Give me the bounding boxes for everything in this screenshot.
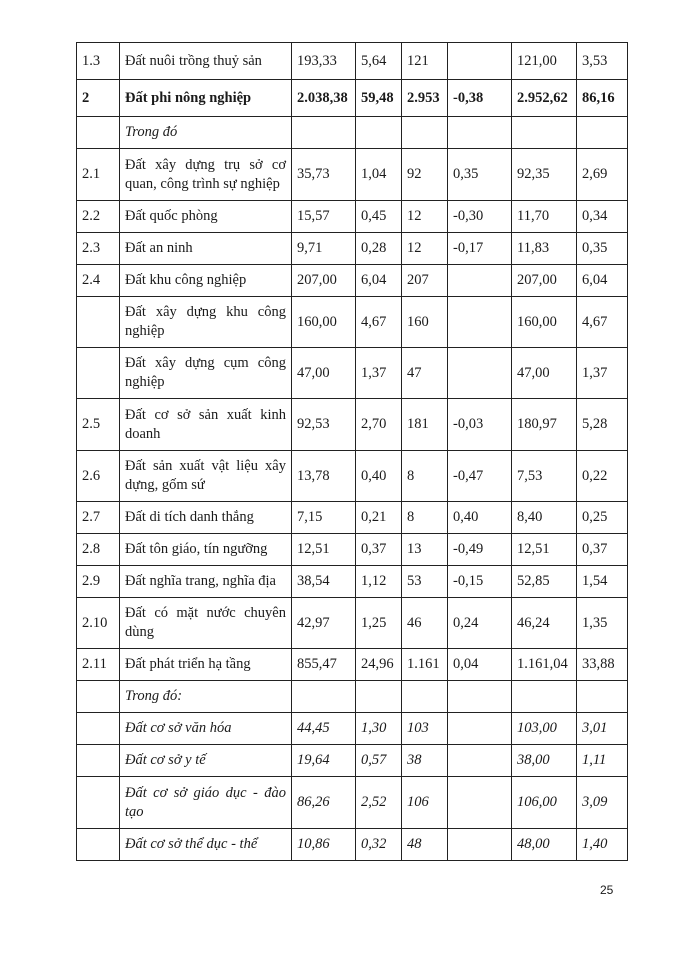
land-type-cell: Đất quốc phòng (120, 201, 292, 233)
value-cell (356, 681, 402, 713)
value-cell: 0,28 (356, 233, 402, 265)
value-cell: 15,57 (292, 201, 356, 233)
value-cell: 10,86 (292, 829, 356, 861)
value-cell: 0,24 (448, 598, 512, 649)
value-cell (448, 829, 512, 861)
value-cell: 1,37 (577, 348, 628, 399)
land-type-cell: Đất xây dựng trụ sở cơ quan, công trình sự nghiệp (120, 149, 292, 201)
table-row (77, 117, 628, 149)
value-cell: 44,45 (292, 713, 356, 745)
value-cell: 92,53 (292, 399, 356, 451)
value-cell: 1,11 (577, 745, 628, 777)
value-cell: 12 (402, 201, 448, 233)
table-row (77, 451, 628, 502)
value-cell: 160 (402, 297, 448, 348)
row-number-cell (77, 777, 120, 829)
row-number-cell: 2.1 (77, 149, 120, 201)
row-number-cell (77, 117, 120, 149)
value-cell: 33,88 (577, 649, 628, 681)
value-cell: 0,22 (577, 451, 628, 502)
value-cell: 4,67 (577, 297, 628, 348)
value-cell: 0,57 (356, 745, 402, 777)
row-number-cell (77, 348, 120, 399)
row-number-cell: 2.6 (77, 451, 120, 502)
value-cell: 160,00 (512, 297, 577, 348)
value-cell (402, 117, 448, 149)
value-cell (448, 297, 512, 348)
table-row (77, 399, 628, 451)
value-cell: 2,70 (356, 399, 402, 451)
land-type-cell: Đất khu công nghiệp (120, 265, 292, 297)
value-cell: 2.952,62 (512, 80, 577, 117)
table-row (77, 43, 628, 80)
value-cell (448, 117, 512, 149)
value-cell (448, 777, 512, 829)
table-body (77, 43, 628, 861)
value-cell: 12,51 (512, 534, 577, 566)
value-cell: 12 (402, 233, 448, 265)
row-number-cell: 2.4 (77, 265, 120, 297)
value-cell: 47 (402, 348, 448, 399)
table-row (77, 233, 628, 265)
value-cell: 0,35 (448, 149, 512, 201)
table-row (77, 566, 628, 598)
value-cell: 24,96 (356, 649, 402, 681)
land-type-cell: Đất sản xuất vật liệu xây dựng, gốm sứ (120, 451, 292, 502)
value-cell: 13,78 (292, 451, 356, 502)
table-row (77, 598, 628, 649)
value-cell: 8,40 (512, 502, 577, 534)
table-row (77, 534, 628, 566)
value-cell: -0,47 (448, 451, 512, 502)
value-cell (448, 745, 512, 777)
land-type-cell: Đất an ninh (120, 233, 292, 265)
table-row (77, 265, 628, 297)
table-row (77, 745, 628, 777)
value-cell: -0,38 (448, 80, 512, 117)
value-cell: 5,28 (577, 399, 628, 451)
value-cell: 92,35 (512, 149, 577, 201)
land-type-cell: Đất phát triển hạ tầng (120, 649, 292, 681)
value-cell (292, 117, 356, 149)
value-cell: 2.038,38 (292, 80, 356, 117)
row-number-cell (77, 297, 120, 348)
value-cell: 19,64 (292, 745, 356, 777)
row-number-cell: 2.11 (77, 649, 120, 681)
value-cell (356, 117, 402, 149)
value-cell (402, 681, 448, 713)
value-cell: 38 (402, 745, 448, 777)
row-number-cell: 2.7 (77, 502, 120, 534)
row-number-cell: 2.8 (77, 534, 120, 566)
value-cell: 1,35 (577, 598, 628, 649)
land-type-cell: Đất nuôi trồng thuỷ sản (120, 43, 292, 80)
value-cell: 86,26 (292, 777, 356, 829)
value-cell: 160,00 (292, 297, 356, 348)
land-type-cell: Đất cơ sở văn hóa (120, 713, 292, 745)
value-cell (448, 713, 512, 745)
value-cell: 0,37 (356, 534, 402, 566)
value-cell (577, 681, 628, 713)
value-cell: -0,03 (448, 399, 512, 451)
value-cell: 193,33 (292, 43, 356, 80)
value-cell: 11,83 (512, 233, 577, 265)
table-row (77, 713, 628, 745)
row-number-cell: 2.5 (77, 399, 120, 451)
table-row (77, 777, 628, 829)
value-cell: 92 (402, 149, 448, 201)
value-cell: 207,00 (512, 265, 577, 297)
value-cell (512, 681, 577, 713)
value-cell: 38,54 (292, 566, 356, 598)
value-cell: 121,00 (512, 43, 577, 80)
value-cell: 207 (402, 265, 448, 297)
value-cell: 6,04 (577, 265, 628, 297)
land-type-cell: Trong đó (120, 117, 292, 149)
value-cell: 5,64 (356, 43, 402, 80)
value-cell: 35,73 (292, 149, 356, 201)
row-number-cell: 2.3 (77, 233, 120, 265)
table-row (77, 502, 628, 534)
table-row (77, 80, 628, 117)
land-type-cell: Đất cơ sở thể dục - thể (120, 829, 292, 861)
value-cell: 0,04 (448, 649, 512, 681)
table-row (77, 149, 628, 201)
land-type-cell: Đất phi nông nghiệp (120, 80, 292, 117)
table-row (77, 681, 628, 713)
value-cell (577, 117, 628, 149)
row-number-cell (77, 745, 120, 777)
value-cell: -0,15 (448, 566, 512, 598)
value-cell: 0,21 (356, 502, 402, 534)
value-cell: 1,40 (577, 829, 628, 861)
value-cell (448, 681, 512, 713)
value-cell: 1,37 (356, 348, 402, 399)
row-number-cell: 2.9 (77, 566, 120, 598)
row-number-cell (77, 681, 120, 713)
value-cell: 106 (402, 777, 448, 829)
row-number-cell (77, 829, 120, 861)
value-cell: 1,12 (356, 566, 402, 598)
value-cell: 0,40 (356, 451, 402, 502)
land-type-cell: Đất xây dựng cụm công nghiệp (120, 348, 292, 399)
value-cell: 103,00 (512, 713, 577, 745)
value-cell: 48,00 (512, 829, 577, 861)
value-cell: 1,30 (356, 713, 402, 745)
value-cell: 0,37 (577, 534, 628, 566)
table-row (77, 297, 628, 348)
value-cell: 47,00 (292, 348, 356, 399)
value-cell (448, 348, 512, 399)
value-cell: 2,52 (356, 777, 402, 829)
land-type-cell: Đất cơ sở sản xuất kinh doanh (120, 399, 292, 451)
value-cell: 0,32 (356, 829, 402, 861)
value-cell: 106,00 (512, 777, 577, 829)
value-cell: 207,00 (292, 265, 356, 297)
value-cell: -0,17 (448, 233, 512, 265)
value-cell: 3,53 (577, 43, 628, 80)
table-row (77, 829, 628, 861)
value-cell (448, 43, 512, 80)
table-row (77, 348, 628, 399)
value-cell: 1.161,04 (512, 649, 577, 681)
value-cell: 53 (402, 566, 448, 598)
value-cell: 3,09 (577, 777, 628, 829)
value-cell (448, 265, 512, 297)
value-cell: 13 (402, 534, 448, 566)
value-cell (292, 681, 356, 713)
value-cell: 7,53 (512, 451, 577, 502)
value-cell: 121 (402, 43, 448, 80)
land-type-cell: Đất cơ sở y tế (120, 745, 292, 777)
table-row (77, 201, 628, 233)
value-cell: 52,85 (512, 566, 577, 598)
value-cell: 103 (402, 713, 448, 745)
value-cell: 1,54 (577, 566, 628, 598)
value-cell: 42,97 (292, 598, 356, 649)
value-cell: 86,16 (577, 80, 628, 117)
value-cell: 0,25 (577, 502, 628, 534)
value-cell: 0,34 (577, 201, 628, 233)
land-type-cell: Đất di tích danh thắng (120, 502, 292, 534)
value-cell: 0,45 (356, 201, 402, 233)
page-number: 25 (600, 883, 614, 897)
value-cell: 8 (402, 502, 448, 534)
value-cell: 8 (402, 451, 448, 502)
row-number-cell: 2.10 (77, 598, 120, 649)
row-number-cell: 2 (77, 80, 120, 117)
value-cell: 38,00 (512, 745, 577, 777)
land-type-cell: Đất xây dựng khu công nghiệp (120, 297, 292, 348)
land-type-cell: Trong đó: (120, 681, 292, 713)
value-cell: 7,15 (292, 502, 356, 534)
value-cell: 46 (402, 598, 448, 649)
value-cell: 11,70 (512, 201, 577, 233)
value-cell: 1,04 (356, 149, 402, 201)
value-cell: 47,00 (512, 348, 577, 399)
land-type-cell: Đất có mặt nước chuyên dùng (120, 598, 292, 649)
value-cell: 1.161 (402, 649, 448, 681)
value-cell: 6,04 (356, 265, 402, 297)
land-type-cell: Đất tôn giáo, tín ngưỡng (120, 534, 292, 566)
value-cell: 4,67 (356, 297, 402, 348)
value-cell: 2.953 (402, 80, 448, 117)
land-type-cell: Đất cơ sở giáo dục - đào tạo (120, 777, 292, 829)
value-cell: 46,24 (512, 598, 577, 649)
value-cell: 1,25 (356, 598, 402, 649)
row-number-cell: 1.3 (77, 43, 120, 80)
land-use-table (76, 42, 628, 861)
value-cell: 12,51 (292, 534, 356, 566)
land-type-cell: Đất nghĩa trang, nghĩa địa (120, 566, 292, 598)
value-cell: 3,01 (577, 713, 628, 745)
value-cell: 855,47 (292, 649, 356, 681)
value-cell: 2,69 (577, 149, 628, 201)
value-cell: 59,48 (356, 80, 402, 117)
table-row (77, 649, 628, 681)
value-cell: 48 (402, 829, 448, 861)
value-cell: 181 (402, 399, 448, 451)
value-cell: 180,97 (512, 399, 577, 451)
value-cell: 0,40 (448, 502, 512, 534)
value-cell (512, 117, 577, 149)
value-cell: 0,35 (577, 233, 628, 265)
value-cell: -0,49 (448, 534, 512, 566)
row-number-cell: 2.2 (77, 201, 120, 233)
row-number-cell (77, 713, 120, 745)
value-cell: -0,30 (448, 201, 512, 233)
value-cell: 9,71 (292, 233, 356, 265)
